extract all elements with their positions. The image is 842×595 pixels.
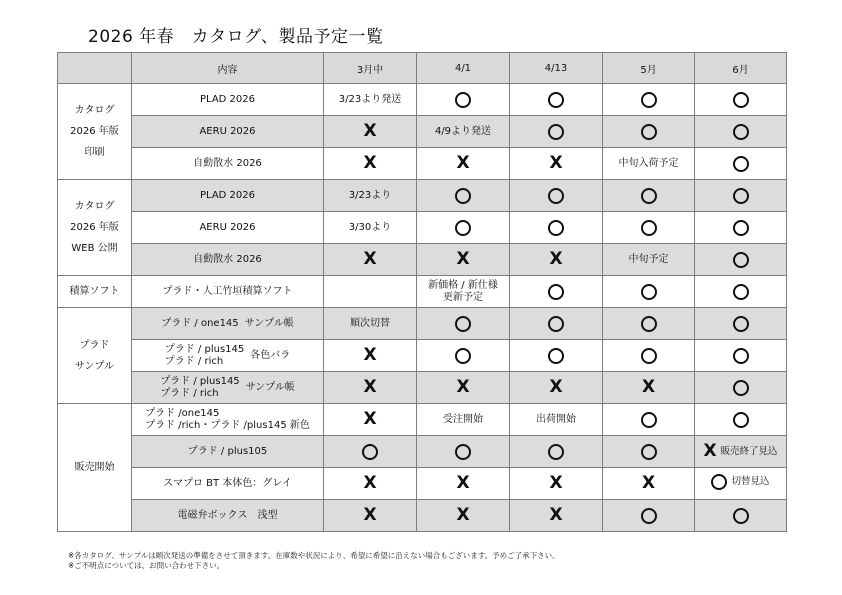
circle-icon xyxy=(733,508,749,524)
footnote: ※各カタログ、サンプルは順次発送の準備をさせて頂きます。在庫数や状況により、希望に希望に沿えない場合もございます。予めご了承下さい。 xyxy=(68,551,560,560)
cross-icon: X xyxy=(456,377,470,397)
content-lines xyxy=(193,254,262,266)
content-cell xyxy=(132,84,324,116)
circle-icon xyxy=(733,380,749,396)
status-cell xyxy=(695,340,787,372)
table-row xyxy=(58,500,787,532)
status-cell xyxy=(603,404,695,436)
cross-icon: X xyxy=(456,249,470,269)
circle-icon xyxy=(733,284,749,300)
status-cell xyxy=(695,276,787,308)
content-lines xyxy=(199,126,255,138)
circle-icon xyxy=(641,124,657,140)
status-cell xyxy=(324,436,417,468)
status-cell xyxy=(417,340,510,372)
circle-icon xyxy=(641,316,657,332)
circle-icon xyxy=(733,412,749,428)
header-cell-apr13: 4/13 xyxy=(510,53,603,84)
content-lines xyxy=(188,446,268,458)
status-cell xyxy=(510,148,603,180)
group-label-cell xyxy=(58,276,132,308)
group-label-line: プラド xyxy=(79,339,110,351)
status-cell xyxy=(417,180,510,212)
content-line: 自動散水 2026 xyxy=(193,253,262,265)
content-line: PLAD 2026 xyxy=(200,189,255,201)
group-label-line: WEB 公開 xyxy=(71,243,118,254)
content-lines xyxy=(160,376,240,400)
cross-icon: X xyxy=(363,377,377,397)
status-cell xyxy=(603,116,695,148)
status-note: 切替見込 xyxy=(731,476,770,487)
circle-icon xyxy=(641,92,657,108)
cross-icon: X xyxy=(641,377,656,397)
cross-icon: X xyxy=(363,249,377,269)
circle-icon xyxy=(548,220,564,236)
status-cell xyxy=(324,148,417,180)
status-cell xyxy=(510,180,603,212)
content-line: プラド / plus105 xyxy=(187,445,268,457)
table-row xyxy=(58,340,787,372)
table-row xyxy=(58,116,787,148)
status-cell xyxy=(695,404,787,436)
status-cell xyxy=(510,404,603,436)
status-cell xyxy=(603,212,695,244)
circle-icon xyxy=(733,316,749,332)
content-cell xyxy=(132,340,324,372)
cross-icon: X xyxy=(363,121,377,141)
table-row xyxy=(58,372,787,404)
cross-icon: X xyxy=(363,473,377,493)
status-cell xyxy=(417,372,510,404)
cross-icon: X xyxy=(363,409,377,429)
table-row xyxy=(58,276,787,308)
table-row xyxy=(58,436,787,468)
circle-icon xyxy=(455,220,471,236)
content-cell xyxy=(132,436,324,468)
content-side-label: サンプル帳 xyxy=(244,317,294,329)
content-line: 自動散水 2026 xyxy=(193,157,262,169)
status-cell xyxy=(324,340,417,372)
content-cell xyxy=(132,468,324,500)
circle-icon xyxy=(711,474,727,490)
status-cell xyxy=(510,244,603,276)
circle-icon xyxy=(455,92,471,108)
content-split xyxy=(132,376,323,400)
header-cell-group xyxy=(58,53,132,84)
status-cell xyxy=(324,244,417,276)
status-mark-with-note xyxy=(711,474,769,490)
content-line: プラド / rich xyxy=(164,355,224,367)
content-line: 電磁弁ボックス 浅型 xyxy=(177,509,278,521)
status-cell xyxy=(324,180,417,212)
status-text: 中旬入荷予定 xyxy=(618,157,679,169)
content-split xyxy=(132,344,323,368)
status-cell xyxy=(417,404,510,436)
cross-icon: X xyxy=(363,153,377,173)
status-cell xyxy=(324,500,417,532)
content-cell xyxy=(132,308,324,340)
footnote: ※ご不明点については、お問い合わせ下さい。 xyxy=(68,561,225,570)
status-cell xyxy=(324,212,417,244)
circle-icon xyxy=(733,348,749,364)
circle-icon xyxy=(548,188,564,204)
status-cell xyxy=(603,308,695,340)
status-cell xyxy=(417,212,510,244)
cross-icon: X xyxy=(456,505,470,525)
group-label-line: 販売開始 xyxy=(74,462,115,473)
cross-icon: X xyxy=(549,473,563,493)
content-cell xyxy=(132,404,324,436)
cross-icon: X xyxy=(456,473,470,493)
status-cell xyxy=(417,308,510,340)
status-cell xyxy=(603,468,695,500)
circle-icon xyxy=(641,412,657,428)
group-label-line: サンプル xyxy=(74,360,115,372)
group-label-line: 2026 年版 xyxy=(70,126,119,137)
content-lines xyxy=(161,318,238,330)
circle-icon xyxy=(733,156,749,172)
status-cell xyxy=(417,436,510,468)
circle-icon xyxy=(641,348,657,364)
content-cell xyxy=(132,276,324,308)
status-cell xyxy=(417,468,510,500)
table-row xyxy=(58,404,787,436)
circle-icon xyxy=(455,188,471,204)
content-line: プラド / rich xyxy=(160,387,219,399)
cross-icon: X xyxy=(703,441,717,461)
status-cell xyxy=(695,116,787,148)
status-text: 順次切替 xyxy=(350,317,390,329)
status-cell xyxy=(417,116,510,148)
content-lines xyxy=(163,286,293,298)
status-mark-with-note xyxy=(703,443,777,460)
header-cell-may: 5月 xyxy=(603,53,695,84)
content-lines xyxy=(165,344,245,368)
status-cell xyxy=(510,212,603,244)
circle-icon xyxy=(455,348,471,364)
group-label-cell xyxy=(58,84,132,180)
content-line: プラド /rich・プラド /plus145 新色 xyxy=(145,419,310,431)
content-line: プラド /one145 xyxy=(145,407,220,419)
status-cell xyxy=(695,372,787,404)
status-cell xyxy=(417,276,510,308)
content-cell xyxy=(132,180,324,212)
cross-icon: X xyxy=(363,505,377,525)
content-cell xyxy=(132,116,324,148)
circle-icon xyxy=(733,188,749,204)
content-cell xyxy=(132,500,324,532)
group-label-cell xyxy=(58,404,132,532)
circle-icon xyxy=(641,220,657,236)
status-text: 3/23より xyxy=(348,189,392,201)
circle-icon xyxy=(641,508,657,524)
header-row xyxy=(58,53,787,84)
status-cell xyxy=(603,148,695,180)
content-line: スマプロ BT 本体色：グレイ xyxy=(163,477,292,489)
circle-icon xyxy=(548,316,564,332)
table-row xyxy=(58,212,787,244)
status-text: 出荷開始 xyxy=(536,413,576,425)
circle-icon xyxy=(548,444,564,460)
header-cell-apr1: 4/1 xyxy=(417,53,510,84)
circle-icon xyxy=(362,444,378,460)
status-text: 中旬予定 xyxy=(628,253,669,265)
table-body xyxy=(58,84,787,532)
group-label-line: カタログ xyxy=(74,201,115,212)
status-cell xyxy=(324,116,417,148)
header-cell-content: 内容 xyxy=(132,53,324,84)
status-cell xyxy=(695,308,787,340)
content-cell xyxy=(132,244,324,276)
status-cell xyxy=(324,308,417,340)
content-side-label: 各色バラ xyxy=(250,349,291,361)
group-label-cell xyxy=(58,180,132,276)
circle-icon xyxy=(733,252,749,268)
circle-icon xyxy=(548,124,564,140)
status-cell xyxy=(324,468,417,500)
status-cell xyxy=(603,276,695,308)
status-cell xyxy=(510,340,603,372)
status-cell xyxy=(417,148,510,180)
status-cell xyxy=(510,372,603,404)
status-cell xyxy=(510,436,603,468)
content-cell xyxy=(132,372,324,404)
circle-icon xyxy=(548,284,564,300)
cross-icon: X xyxy=(641,473,656,493)
content-line: AERU 2026 xyxy=(199,221,256,233)
status-cell xyxy=(603,372,695,404)
circle-icon xyxy=(548,348,564,364)
group-label-cell xyxy=(58,308,132,404)
status-text: 新価格 / 新仕様 更新予定 xyxy=(428,279,498,303)
table-row xyxy=(58,180,787,212)
schedule-table xyxy=(57,52,787,532)
status-cell xyxy=(695,84,787,116)
circle-icon xyxy=(641,444,657,460)
status-cell xyxy=(603,180,695,212)
status-note: 販売終了見込 xyxy=(720,445,778,457)
content-lines xyxy=(200,190,255,202)
status-cell xyxy=(695,468,787,500)
cross-icon: X xyxy=(549,249,563,269)
status-cell xyxy=(603,500,695,532)
content-line: プラド / plus145 xyxy=(160,375,240,387)
content-side-label: サンプル帳 xyxy=(245,381,295,393)
table-row xyxy=(58,468,787,500)
circle-icon xyxy=(733,124,749,140)
status-text: 受注開始 xyxy=(443,413,483,425)
content-cell xyxy=(132,212,324,244)
status-cell xyxy=(695,436,787,468)
content-line: プラド / plus145 xyxy=(164,343,245,355)
status-cell xyxy=(324,404,417,436)
status-cell xyxy=(510,84,603,116)
status-cell xyxy=(695,212,787,244)
status-cell xyxy=(603,244,695,276)
status-cell xyxy=(510,500,603,532)
content-cell xyxy=(132,148,324,180)
status-cell xyxy=(324,276,417,308)
cross-icon: X xyxy=(363,345,377,365)
header-cell-march: 3月中 xyxy=(324,53,417,84)
cross-icon: X xyxy=(456,153,470,173)
content-line: プラド / one145 xyxy=(161,317,239,329)
table-row xyxy=(58,84,787,116)
circle-icon xyxy=(455,444,471,460)
circle-icon xyxy=(455,316,471,332)
page-title: 2026 年春 カタログ、製品予定一覧 xyxy=(88,27,384,47)
circle-icon xyxy=(641,188,657,204)
status-cell xyxy=(603,84,695,116)
footnotes xyxy=(68,551,560,571)
table-row xyxy=(58,308,787,340)
content-lines xyxy=(163,478,292,490)
status-cell xyxy=(324,84,417,116)
content-lines xyxy=(145,408,310,432)
status-text: 3/23より発送 xyxy=(338,93,402,105)
status-cell xyxy=(417,500,510,532)
status-cell xyxy=(417,84,510,116)
content-lines xyxy=(193,158,262,170)
status-cell xyxy=(510,116,603,148)
status-cell xyxy=(695,148,787,180)
content-lines xyxy=(178,510,278,522)
group-label-line: 印刷 xyxy=(84,147,105,158)
status-text: 4/9より発送 xyxy=(434,125,492,137)
header-cell-june: 6月 xyxy=(695,53,787,84)
cross-icon: X xyxy=(549,153,563,173)
status-text: 3/30より xyxy=(348,221,392,233)
circle-icon xyxy=(641,284,657,300)
status-cell xyxy=(695,180,787,212)
status-cell xyxy=(510,276,603,308)
content-split xyxy=(132,318,323,330)
status-cell xyxy=(324,372,417,404)
content-line: AERU 2026 xyxy=(199,125,256,137)
status-cell xyxy=(417,244,510,276)
content-lines xyxy=(200,94,255,106)
content-line: PLAD 2026 xyxy=(200,93,255,105)
table-row xyxy=(58,148,787,180)
status-cell xyxy=(695,500,787,532)
group-label-line: 2026 年版 xyxy=(70,222,119,233)
content-line: プラド・人工竹垣積算ソフト xyxy=(162,285,293,297)
group-label-line: 積算ソフト xyxy=(69,286,120,297)
status-cell xyxy=(603,436,695,468)
content-lines xyxy=(199,222,255,234)
status-cell xyxy=(695,244,787,276)
cross-icon: X xyxy=(549,505,563,525)
table-row xyxy=(58,244,787,276)
status-cell xyxy=(510,308,603,340)
circle-icon xyxy=(548,92,564,108)
status-cell xyxy=(603,340,695,372)
status-cell xyxy=(510,468,603,500)
cross-icon: X xyxy=(549,377,563,397)
group-label-line: カタログ xyxy=(74,105,115,116)
circle-icon xyxy=(733,92,749,108)
circle-icon xyxy=(733,220,749,236)
